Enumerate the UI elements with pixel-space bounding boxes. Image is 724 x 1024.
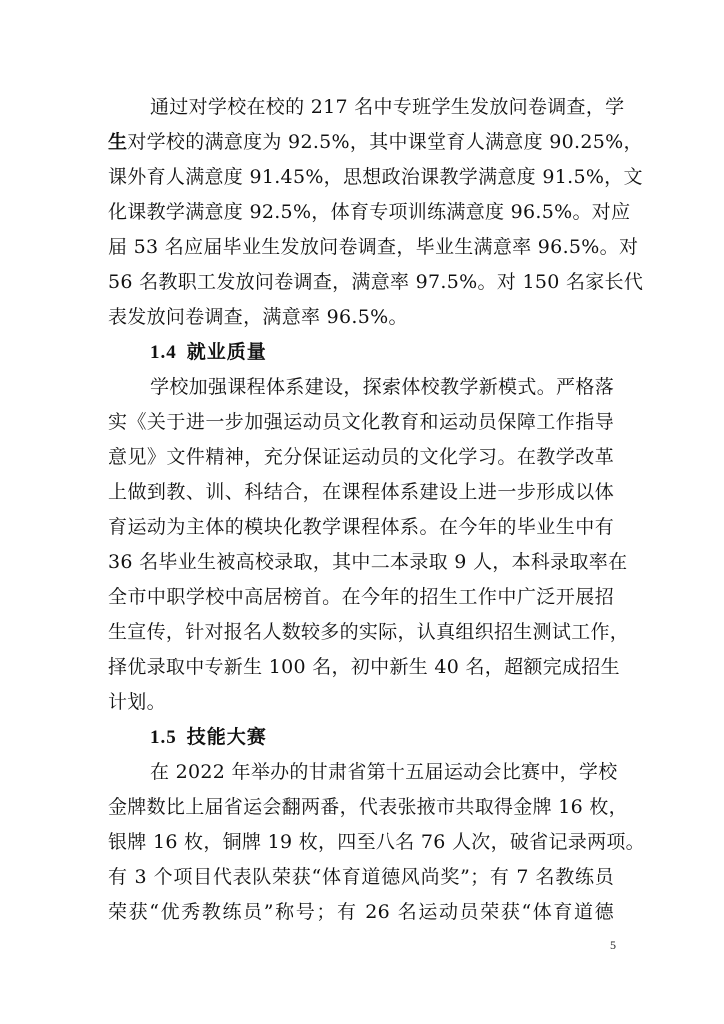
satisfaction-line-2-rest: 对学校的满意度为 92.5%，其中课堂育人满意度 90.25%，: [127, 131, 643, 153]
skills-line-2: 金牌数比上届省运会翻两番，代表张掖市共取得金牌 16 枚，: [108, 796, 628, 818]
satisfaction-line-5: 届 53 名应届毕业生发放问卷调查，毕业生满意率 96.5%。对: [108, 236, 639, 258]
satisfaction-line-7: 表发放问卷调查，满意率 96.5%。: [108, 306, 408, 328]
section-title: 技能大赛: [186, 726, 267, 748]
section-title: 就业质量: [186, 341, 267, 363]
page-number: 5: [610, 938, 616, 952]
employment-line-6: 36 名毕业生被高校录取，其中二本录取 9 人，本科录取率在: [108, 551, 628, 573]
skills-line-4: 有 3 个项目代表队荣获“体育道德风尚奖”；有 7 名教练员: [108, 866, 614, 888]
employment-line-1: 学校加强课程体系建设，探索体校教学新模式。严格落: [150, 376, 614, 398]
employment-line-10: 计划。: [108, 691, 166, 713]
employment-line-2: 实《关于进一步加强运动员文化教育和运动员保障工作指导: [108, 411, 614, 433]
satisfaction-line-2-bold: 生: [108, 131, 128, 153]
skills-line-3: 银牌 16 枚，铜牌 19 枚，四至八名 76 人次，破省记录两项。: [108, 831, 645, 853]
section-heading-employment: [150, 341, 267, 363]
employment-line-4: 上做到教、训、科结合，在课程体系建设上进一步形成以体: [108, 481, 614, 503]
skills-line-5: 荣获“优秀教练员”称号；有 26 名运动员荣获“体育道德: [108, 901, 614, 923]
skills-line-1: 在 2022 年举办的甘肃省第十五届运动会比赛中，学校: [150, 761, 618, 783]
employment-line-5: 育运动为主体的模块化教学课程体系。在今年的毕业生中有: [108, 516, 614, 538]
satisfaction-line-6: 56 名教职工发放问卷调查，满意率 97.5%。对 150 名家长代: [108, 271, 644, 293]
employment-line-8: 生宣传，针对报名人数较多的实际，认真组织招生测试工作，: [108, 621, 630, 643]
satisfaction-line-4: 化课教学满意度 92.5%，体育专项训练满意度 96.5%。对应: [108, 201, 631, 223]
section-heading-skills: [150, 726, 267, 748]
section-number: 1.5: [150, 727, 177, 748]
employment-line-7: 全市中职学校中高居榜首。在今年的招生工作中广泛开展招: [108, 586, 614, 608]
section-number: 1.4: [150, 342, 177, 363]
employment-line-3: 意见》文件精神，充分保证运动员的文化学习。在教学改革: [108, 446, 614, 468]
satisfaction-line-2: [108, 131, 643, 153]
employment-line-9: 择优录取中专新生 100 名，初中新生 40 名，超额完成招生: [108, 656, 620, 678]
satisfaction-line-3: 课外育人满意度 91.45%，思想政治课教学满意度 91.5%，文: [108, 166, 643, 188]
satisfaction-line-1: 通过对学校在校的 217 名中专班学生发放问卷调查，学: [150, 96, 625, 118]
